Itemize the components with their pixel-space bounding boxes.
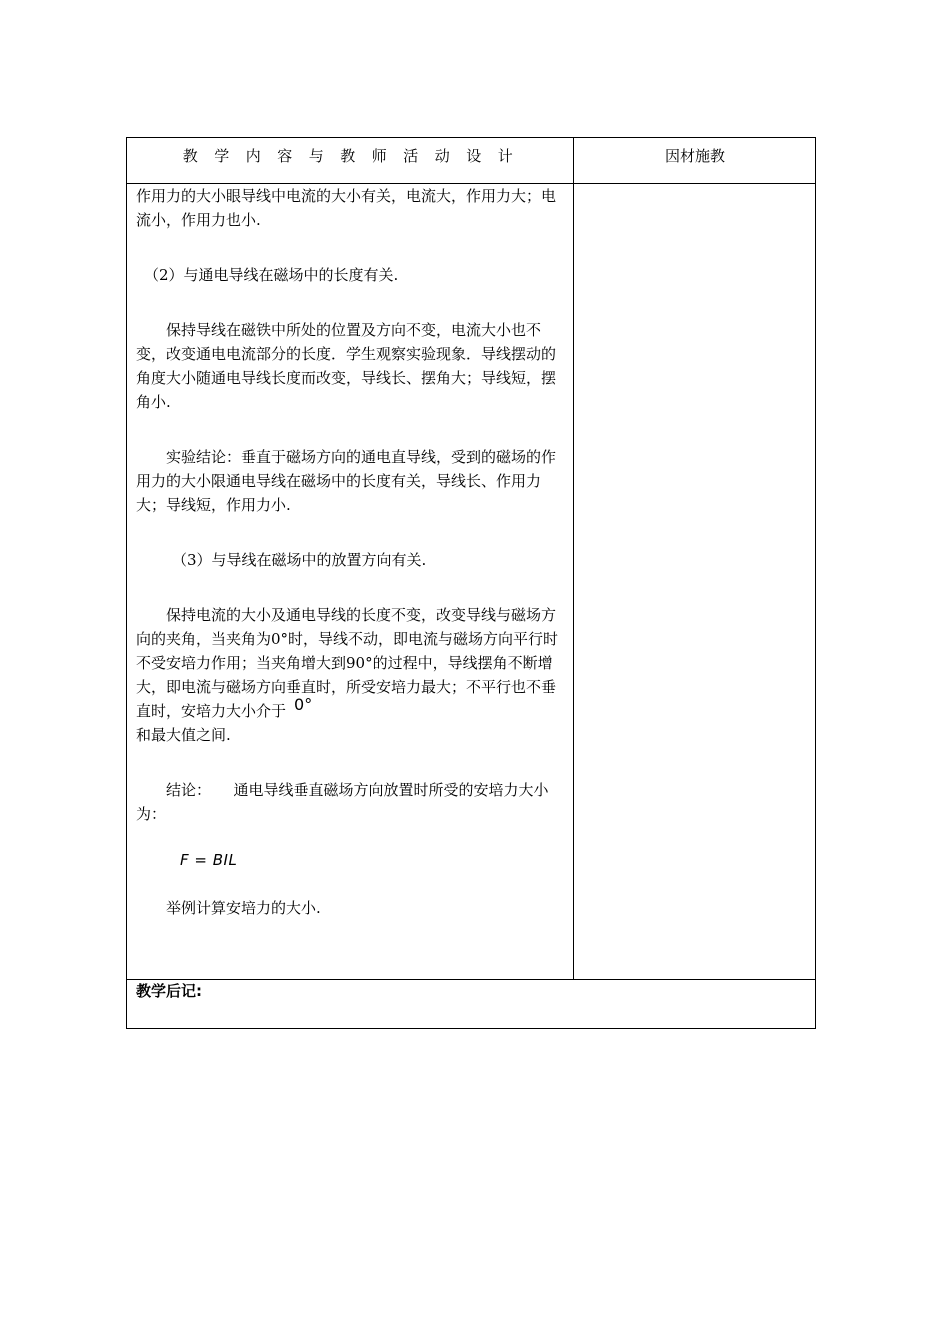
teaching-content <box>136 184 566 920</box>
lesson-table <box>126 137 816 1029</box>
ampere-force-formula: F = BIL <box>180 851 238 869</box>
paragraph-direction-experiment <box>136 603 566 747</box>
paragraph-example: 举例计算安培力的大小. <box>166 899 321 917</box>
paragraph-direction-heading: （3）与导线在磁场中的放置方向有关. <box>172 551 427 569</box>
footer-divider <box>127 979 815 980</box>
teaching-notes-label: 教学后记: <box>136 982 202 1000</box>
paragraph-length-experiment: 保持导线在磁铁中所处的位置及方向不变，电流大小也不变，改变通电电流部分的长度．学生观察实验现象．导线摆动的角度大小随通电导线长度而改变，导线长、摆角大；导线短，摆角小. <box>136 321 557 411</box>
paragraph-experiment-conclusion: 实验结论：垂直于磁场方向的通电直导线，受到的磁场的作用力的大小限通电导线在磁场中的长度有关，导线长、作用力大；导线短，作用力小. <box>136 448 557 514</box>
zero-degree-symbol: 0° <box>294 695 313 714</box>
paragraph-length-heading: （2）与通电导线在磁场中的长度有关. <box>144 266 399 284</box>
header-differentiated-teaching: 因材施教 <box>664 147 725 165</box>
direction-text: 保持电流的大小及通电导线的长度不变，改变导线与磁场方向的夹角，当夹角为0°时，导线不动，即电流与磁场方向平行时不受安培力作用；当夹角增大到90°的过程中，导线摆角不断增大，即电流与磁场方向垂直时，所受安培力最大；不平行也不垂直时，安培力大小介于 <box>136 606 559 720</box>
paragraph-conclusion: 结论： 通电导线垂直磁场方向放置时所受的安培力大小为： <box>136 781 549 823</box>
column-divider <box>573 138 574 979</box>
paragraph-force-current: 作用力的大小眼导线中电流的大小有关，电流大，作用力大；电流小，作用力也小. <box>136 187 557 229</box>
header-teaching-content: 教学内容与教师活动设计 <box>182 147 530 165</box>
direction-tail: 和最大值之间. <box>136 726 231 744</box>
